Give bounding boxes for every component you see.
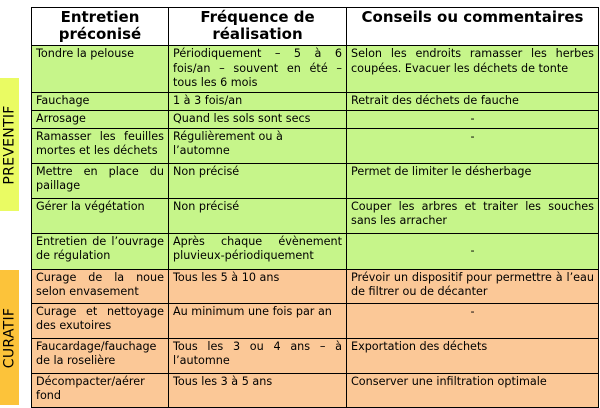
frequence-cell: Non précisé: [169, 163, 347, 198]
frequence-cell: Au minimum une fois par an: [169, 303, 347, 338]
entretien-cell: Décompacter/aérer fond: [32, 373, 169, 407]
table-row: [32, 233, 599, 269]
table-row: [32, 269, 599, 303]
entretien-cell: Ramasser les feuilles mortes et les déchets: [32, 128, 169, 163]
header-entretien: Entretien préconisé: [32, 8, 169, 46]
frequence-cell: Après chaque évènement pluvieux-périodiquement: [169, 233, 347, 269]
table-row: [32, 373, 599, 407]
conseils-cell: -: [347, 128, 599, 163]
frequence-cell: Régulièrement ou à l’automne: [169, 128, 347, 163]
maintenance-table: [31, 7, 599, 408]
entretien-cell: Fauchage: [32, 93, 169, 111]
frequence-cell: 1 à 3 fois/an: [169, 93, 347, 111]
frequence-cell: Tous les 3 ou 4 ans – à l’automne: [169, 338, 347, 373]
conseils-cell: Selon les endroits ramasser les herbes coupées. Evacuer les déchets de tonte: [347, 46, 599, 93]
table-row: [32, 93, 599, 111]
conseils-cell: Prévoir un dispositif pour permettre à l’eau de filtrer ou de décanter: [347, 269, 599, 303]
header-row: [32, 8, 599, 46]
table-row: [32, 163, 599, 198]
table-row: [32, 128, 599, 163]
curatif-label-text: CURATIF: [1, 307, 18, 368]
entretien-cell: Arrosage: [32, 110, 169, 128]
entretien-cell: Entretien de l’ouvrage de régulation: [32, 233, 169, 269]
conseils-cell: -: [347, 233, 599, 269]
conseils-cell: -: [347, 110, 599, 128]
conseils-cell: Couper les arbres et traiter les souches sans les arracher: [347, 198, 599, 233]
entretien-cell: Faucardage/fauchage de la roselière: [32, 338, 169, 373]
frequence-cell: Tous les 3 à 5 ans: [169, 373, 347, 407]
header-frequence: Fréquence de réalisation: [169, 8, 347, 46]
conseils-cell: Conserver une infiltration optimale: [347, 373, 599, 407]
frequence-cell: Tous les 5 à 10 ans: [169, 269, 347, 303]
frequence-cell: Non précisé: [169, 198, 347, 233]
entretien-cell: Gérer la végétation: [32, 198, 169, 233]
table-row: [32, 338, 599, 373]
table-row: [32, 110, 599, 128]
conseils-cell: Permet de limiter le désherbage: [347, 163, 599, 198]
frequence-cell: Quand les sols sont secs: [169, 110, 347, 128]
conseils-cell: Exportation des déchets: [347, 338, 599, 373]
header-conseils: Conseils ou commentaires: [347, 8, 599, 46]
preventif-label: [0, 78, 19, 211]
table-row: [32, 46, 599, 93]
frequence-cell: Périodiquement – 5 à 6 fois/an – souvent en été – tous les 6 mois: [169, 46, 347, 93]
entretien-cell: Tondre la pelouse: [32, 46, 169, 93]
entretien-cell: Mettre en place du paillage: [32, 163, 169, 198]
preventif-label-text: PREVENTIF: [1, 104, 18, 185]
entretien-cell: Curage de la noue selon envasement: [32, 269, 169, 303]
conseils-cell: -: [347, 303, 599, 338]
entretien-cell: Curage et nettoyage des exutoires: [32, 303, 169, 338]
curatif-label: [0, 270, 19, 405]
conseils-cell: Retrait des déchets de fauche: [347, 93, 599, 111]
table-row: [32, 198, 599, 233]
table-row: [32, 303, 599, 338]
